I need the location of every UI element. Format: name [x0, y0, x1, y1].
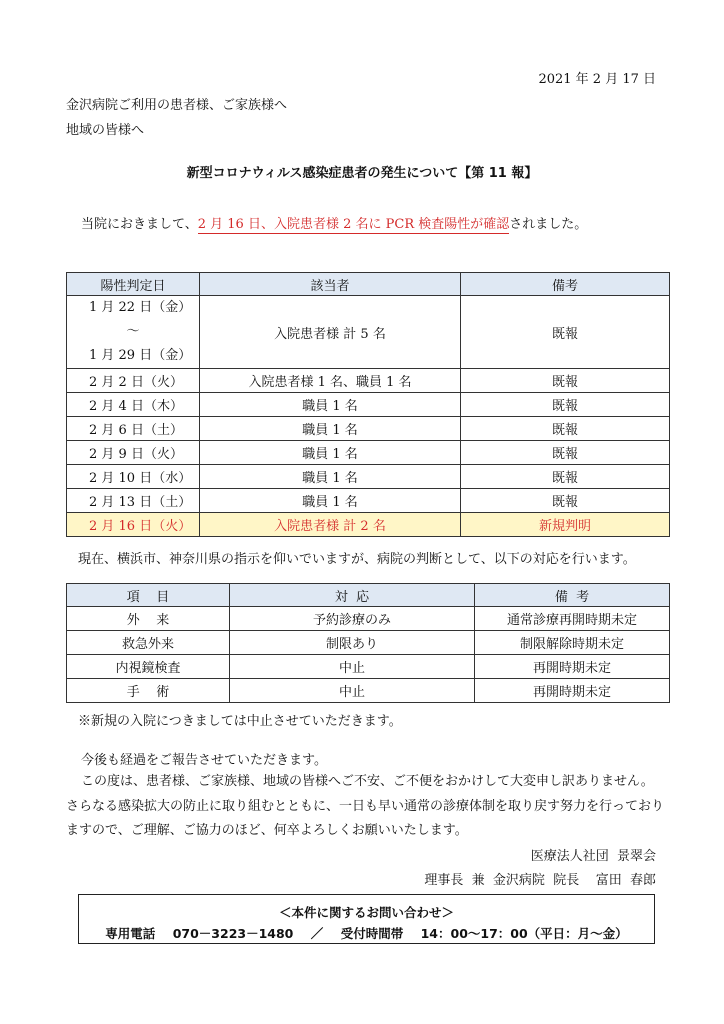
who-cell: 職員 1 名	[200, 393, 461, 417]
addressee-community: 地域の皆様へ	[66, 123, 145, 138]
table-row	[67, 631, 670, 655]
signature-person: 理事長 兼 金沢病院 院長 富田 春郎	[424, 873, 656, 888]
note-cell: 制限解除時期未定	[475, 631, 670, 655]
who-cell: 入院患者様 計 2 名	[200, 513, 461, 537]
new-case-row	[67, 513, 670, 537]
date-cell: 2 月 2 日（火）	[67, 369, 200, 393]
who-cell: 職員 1 名	[200, 417, 461, 441]
item-cell: 外 来	[67, 607, 230, 631]
date-range-cell	[67, 296, 200, 369]
date-cell: 2 月 13 日（土）	[67, 489, 200, 513]
item-cell: 内視鏡検査	[67, 655, 230, 679]
intro-sentence	[81, 213, 587, 232]
table-header-row	[67, 273, 670, 296]
column-header: 備 考	[475, 584, 670, 607]
item-cell: 手 術	[67, 679, 230, 703]
table-row	[67, 679, 670, 703]
note-cell: 既報	[461, 393, 670, 417]
date-cell: 2 月 9 日（火）	[67, 441, 200, 465]
note-cell: 既報	[461, 417, 670, 441]
cases-table	[66, 272, 670, 537]
table-row	[67, 393, 670, 417]
date-cell: 2 月 4 日（木）	[67, 393, 200, 417]
action-cell: 予約診療のみ	[230, 607, 475, 631]
note-cell: 再開時期未定	[475, 655, 670, 679]
policy-statement: 現在、横浜市、神奈川県の指示を仰いでいますが、病院の判断として、以下の対応を行います。	[78, 552, 636, 567]
admission-note: ※新規の入院につきましては中止させていただきます。	[78, 714, 402, 729]
page-title: 新型コロナウィルス感染症患者の発生について【第 11 報】	[186, 166, 538, 181]
table-row	[67, 441, 670, 465]
date-from: 1 月 22 日（金）	[89, 300, 192, 315]
action-cell: 中止	[230, 655, 475, 679]
action-cell: 中止	[230, 679, 475, 703]
intro-highlight: 2 月 16 日、入院患者様 2 名に PCR 検査陽性が確認	[197, 217, 510, 232]
note-cell: 既報	[461, 489, 670, 513]
table-row	[67, 607, 670, 631]
who-cell: 入院患者様 1 名、職員 1 名	[200, 369, 461, 393]
who-cell: 入院患者様 計 5 名	[200, 296, 461, 369]
note-cell: 新規判明	[461, 513, 670, 537]
who-cell: 職員 1 名	[200, 489, 461, 513]
table-row	[67, 655, 670, 679]
who-cell: 職員 1 名	[200, 465, 461, 489]
note-cell: 既報	[461, 296, 670, 369]
column-header: 備考	[461, 273, 670, 296]
table-header-row	[67, 584, 670, 607]
action-cell: 制限あり	[230, 631, 475, 655]
intro-after: されました。	[509, 217, 588, 232]
date-cell: 2 月 6 日（土）	[67, 417, 200, 441]
date-to: 1 月 29 日（金）	[89, 348, 192, 363]
range-tilde: ～	[126, 324, 140, 339]
column-header: 対 応	[230, 584, 475, 607]
document-date: 2021 年 2 月 17 日	[538, 72, 656, 87]
date-cell: 2 月 10 日（水）	[67, 465, 200, 489]
date-cell: 2 月 16 日（火）	[67, 513, 200, 537]
closing-paragraph-1: 今後も経過をご報告させていただきます。	[81, 753, 327, 768]
table-row	[67, 489, 670, 513]
contact-box	[78, 894, 655, 944]
contact-title: ＜本件に関するお問い合わせ＞	[278, 905, 454, 920]
signature-organization: 医療法人社団 景翠会	[530, 849, 656, 864]
table-row	[67, 465, 670, 489]
column-header: 陽性判定日	[67, 273, 200, 296]
note-cell: 通常診療再開時期未定	[475, 607, 670, 631]
note-cell: 既報	[461, 369, 670, 393]
column-header: 項 目	[67, 584, 230, 607]
contact-details: 専用電話 070－3223－1480 ／ 受付時間帯 14：00～17：00（平日：月～金）	[105, 926, 628, 941]
who-cell: 職員 1 名	[200, 441, 461, 465]
closing-paragraph-2: この度は、患者様、ご家族様、地域の皆様へご不安、ご不便をおかけして大変申し訳ありません。さらなる感染拡大の防止に取り組むとともに、一日も早い通常の診療体制を取り戻す努力を行っておりますので、ご理解、ご協力のほど、何卒よろしくお願いいたします。	[66, 774, 665, 838]
intro-before: 当院におきまして、	[81, 217, 198, 232]
table-row	[67, 417, 670, 441]
table-row	[67, 296, 670, 369]
addressee-patients: 金沢病院ご利用の患者様、ご家族様へ	[66, 98, 288, 113]
note-cell: 既報	[461, 465, 670, 489]
item-cell: 救急外来	[67, 631, 230, 655]
table-row	[67, 369, 670, 393]
note-cell: 既報	[461, 441, 670, 465]
note-cell: 再開時期未定	[475, 679, 670, 703]
column-header: 該当者	[200, 273, 461, 296]
response-table	[66, 583, 670, 703]
